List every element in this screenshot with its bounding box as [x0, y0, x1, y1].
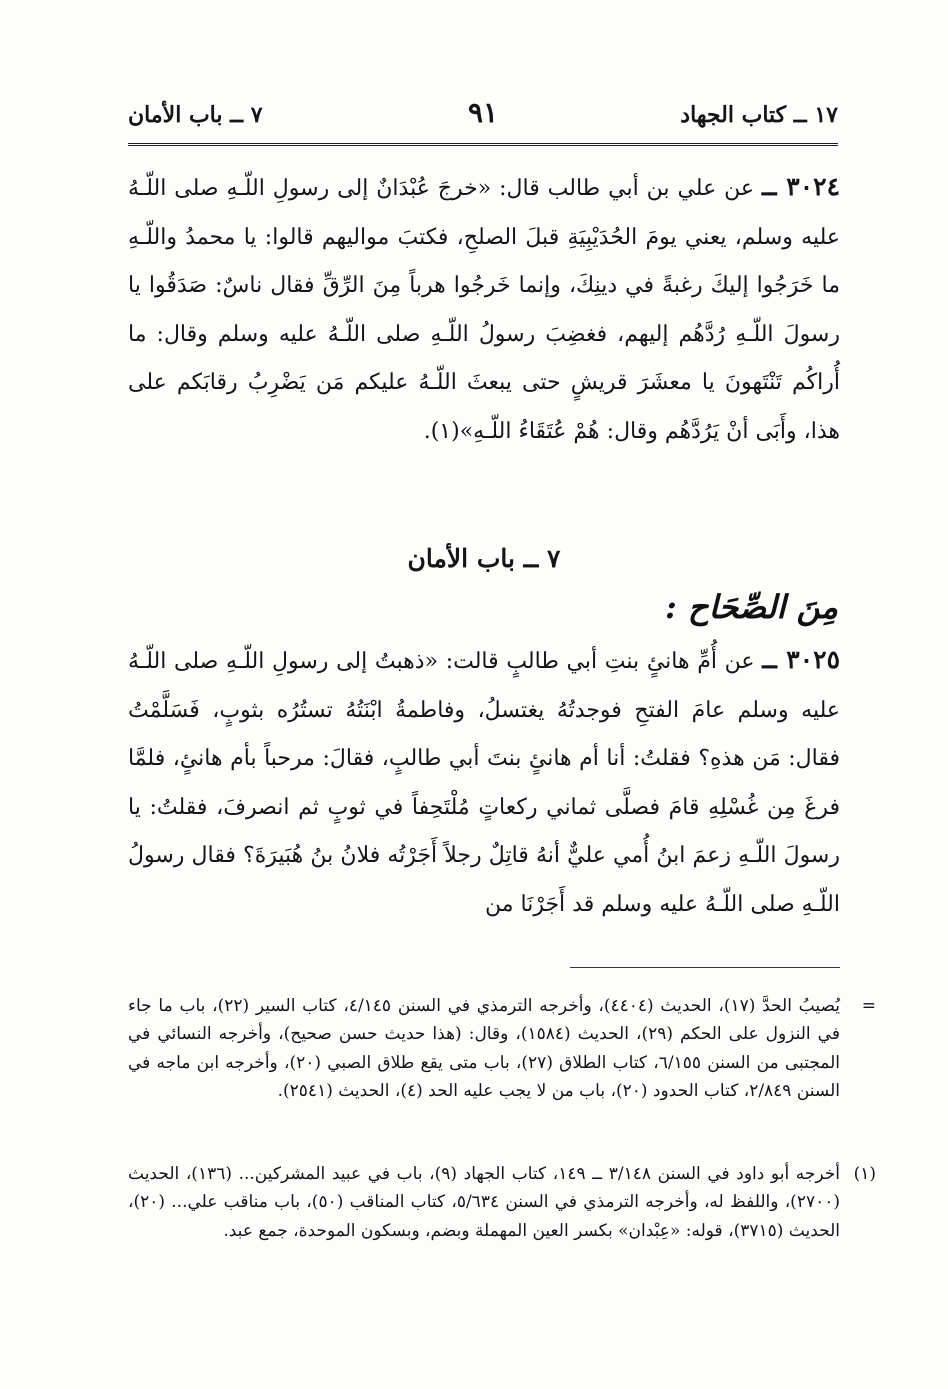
- footnote-mark: =: [861, 996, 876, 1016]
- footnote-separator: [570, 967, 840, 968]
- footnote-text: يُصيبُ الحدَّ (١٧)، الحديث (٤٤٠٤)، وأخرجه الترمذي في السنن ٤/١٤٥، كتاب السير (٢٢)، باب ما جاء في النزول على الحكم (٢٩)، الحديث (١٥٨٤)، وقال: (هذا حديث حسن صحيح)، وأخرجه النسائي في المجتبى من السنن ٦/١٥٥، كتاب الطلاق (٢٧)، باب متى يقع طلاق الصبي (٢٠)، وأخرجه ابن ماجه في السنن ٢/٨٤٩، كتاب الحدود (٢٠)، باب من لا يجب عليه الحد (٤)، الحديث (٢٥٤١).: [128, 996, 841, 1102]
- header-chapter-title: ٧ ــ باب الأمان: [128, 102, 263, 128]
- hadith-3025: [128, 636, 840, 929]
- section-subheading: مِنَ الصِّحَاح :: [664, 588, 838, 626]
- hadith-text: عن علي بن أبي طالب قال: «خرجَ عُبْدَانٌ إلى رسولِ اللّـهِ صلى اللّـهُ عليه وسلم، يعني يومَ الحُدَيْبِيَةِ قبلَ الصلحِ، فكتبَ مواليهم قالوا: يا محمدُ واللّـهِ ما خَرَجُوا إليكَ رغبةً في دينِكَ، وإنما خَرجُوا هرباً مِنَ الرِّقِّ فقال ناسٌ: صَدَقُوا يا رسولَ اللّـهِ رُدَّهُم إليهم، فغضِبَ رسولُ اللّـهِ صلى اللّـهُ عليه وسلم وقال: ما أُراكُم تَنْتَهونَ يا معشَرَ قريشٍ حتى يبعثَ اللّـهُ عليكم مَن يَضْرِبُ رقابَكم على هذا، وأَبَى أنْ يَرُدَّهُم وقال: هُمْ عُتَقَاءُ اللّـهِ»(١).: [128, 176, 840, 444]
- header-rule: [128, 143, 838, 146]
- header-book-title: ١٧ ــ كتاب الجهاد: [680, 102, 838, 128]
- footnote-mark: (١): [853, 1164, 876, 1184]
- footnote-text: أخرجه أبو داود في السنن ٣/١٤٨ ــ ١٤٩، كتاب الجهاد (٩)، باب في عبيد المشركين... (١٣٦)، الحديث (٢٧٠٠)، واللفظ له، وأخرجه الترمذي في السنن ٥/٦٣٤، كتاب المناقب (٥٠)، باب مناقب علي... (٢٠)، الحديث (٣٧١٥)، قوله: «عِبْدان» بكسر العين المهملة وبضم، وبسكون الموحدة، جمع عبد.: [128, 1164, 840, 1241]
- footnote-1: [128, 1160, 876, 1245]
- hadith-number: ٣٠٢٥ ــ: [762, 645, 840, 674]
- running-header: [128, 96, 838, 136]
- hadith-text: عن أُمِّ هانئٍ بنتِ أبي طالبٍ قالت: «ذهبتُ إلى رسولِ اللّـهِ صلى اللّـهُ عليه وسلم عامَ الفتحِ فوجدتُهُ يغتسلُ، وفاطمةُ ابْنَتُهُ تستُرُه بثوبٍ، فَسَلَّمْتُ فقال: مَن هذهِ؟ فقلتُ: أنا أم هانئٍ بنتَ أبي طالبٍ، فقالَ: مرحباً بأم هانئٍ، فلمَّا فرغَ مِن غُسْلِهِ قامَ فصلَّى ثماني ركعاتٍ مُلْتَحِفاً في ثوبٍ ثم انصرفَ، فقلتُ: يا رسولَ اللّـهِ زعمَ ابنُ أُمي عليٌّ أنهُ قاتِلٌ رجلاً أَجَرْتُه فلانُ بنُ هُبَيرَةَ؟ فقال رسولُ اللّـهِ صلى اللّـهُ عليه وسلم قد أَجَرْنَا من: [128, 649, 840, 917]
- hadith-number: ٣٠٢٤ ــ: [761, 172, 841, 201]
- header-page-number: ٩١: [467, 96, 499, 129]
- hadith-3024: [128, 163, 840, 456]
- footnote-continued: [128, 992, 876, 1106]
- chapter-title: ٧ ــ باب الأمان: [407, 544, 561, 573]
